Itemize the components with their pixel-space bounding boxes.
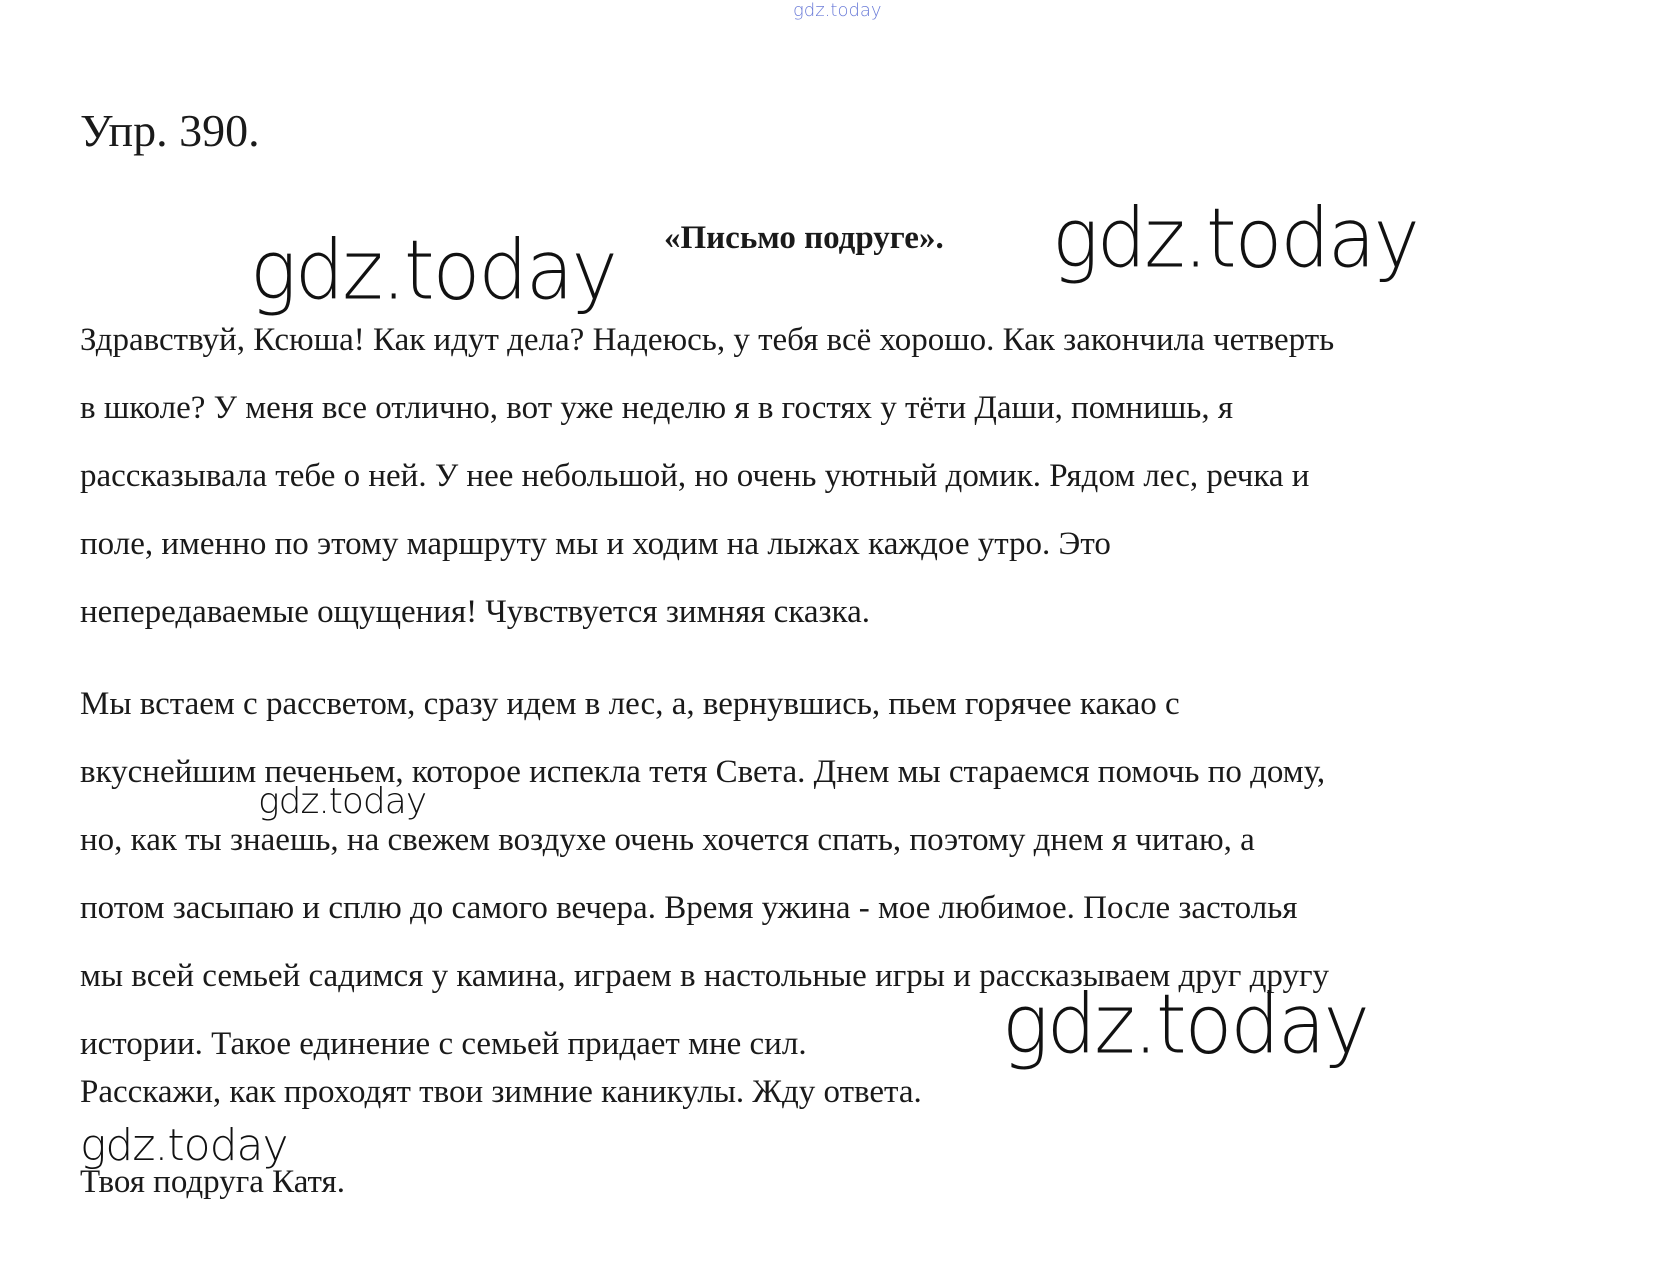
signature-line: Твоя подруга Катя. [80,1164,345,1200]
document-title: «Письмо подруге». [664,220,944,256]
text-line: но, как ты знаешь, на свежем воздухе очень хочется спать, поэтому днем я читаю, а [80,822,1255,858]
watermark-lower-right: gdz.today [1002,977,1368,1073]
text-line: Мы встаем с рассветом, сразу идем в лес, а, вернувшись, пьем горячее какао с [80,686,1180,722]
paragraph-3 [80,1070,1600,1114]
watermark-bottom-left: gdz.today [80,1120,288,1171]
exercise-number: Упр. 390. [80,105,260,156]
watermark-top: gdz.today [793,0,882,21]
text-line: поле, именно по этому маршруту мы и ходим на лыжах каждое утро. Это [80,526,1111,562]
text-line: рассказывала тебе о ней. У нее небольшой, но очень уютный домик. Рядом лес, речка и [80,458,1310,494]
text-line: Здравствуй, Ксюша! Как идут дела? Надеюсь, у тебя всё хорошо. Как закончила четверть [80,322,1335,358]
text-line: истории. Такое единение с семьей придает мне сил. [80,1026,807,1062]
text-line: Расскажи, как проходят твои зимние каникулы. Жду ответа. [80,1074,922,1110]
watermark-right-title: gdz.today [1052,191,1418,287]
text-line: потом засыпаю и сплю до самого вечера. Время ужина - мое любимое. После застолья [80,890,1298,926]
text-line: вкуснейшим печеньем, которое испекла тетя Света. Днем мы стараемся помочь по дому, [80,754,1326,790]
paragraph-1 [80,306,1600,646]
paragraph-2 [80,670,1600,1078]
signature [80,1160,1600,1204]
watermark-mid-left: gdz.today [258,781,427,822]
text-line: непередаваемые ощущения! Чувствуется зимняя сказка. [80,594,870,630]
text-line: в школе? У меня все отлично, вот уже неделю я в гостях у тёти Даши, помнишь, я [80,390,1234,426]
text-line: мы всей семьей садимся у камина, играем в настольные игры и рассказываем друг другу [80,958,1330,994]
watermark-left-title: gdz.today [250,223,616,319]
